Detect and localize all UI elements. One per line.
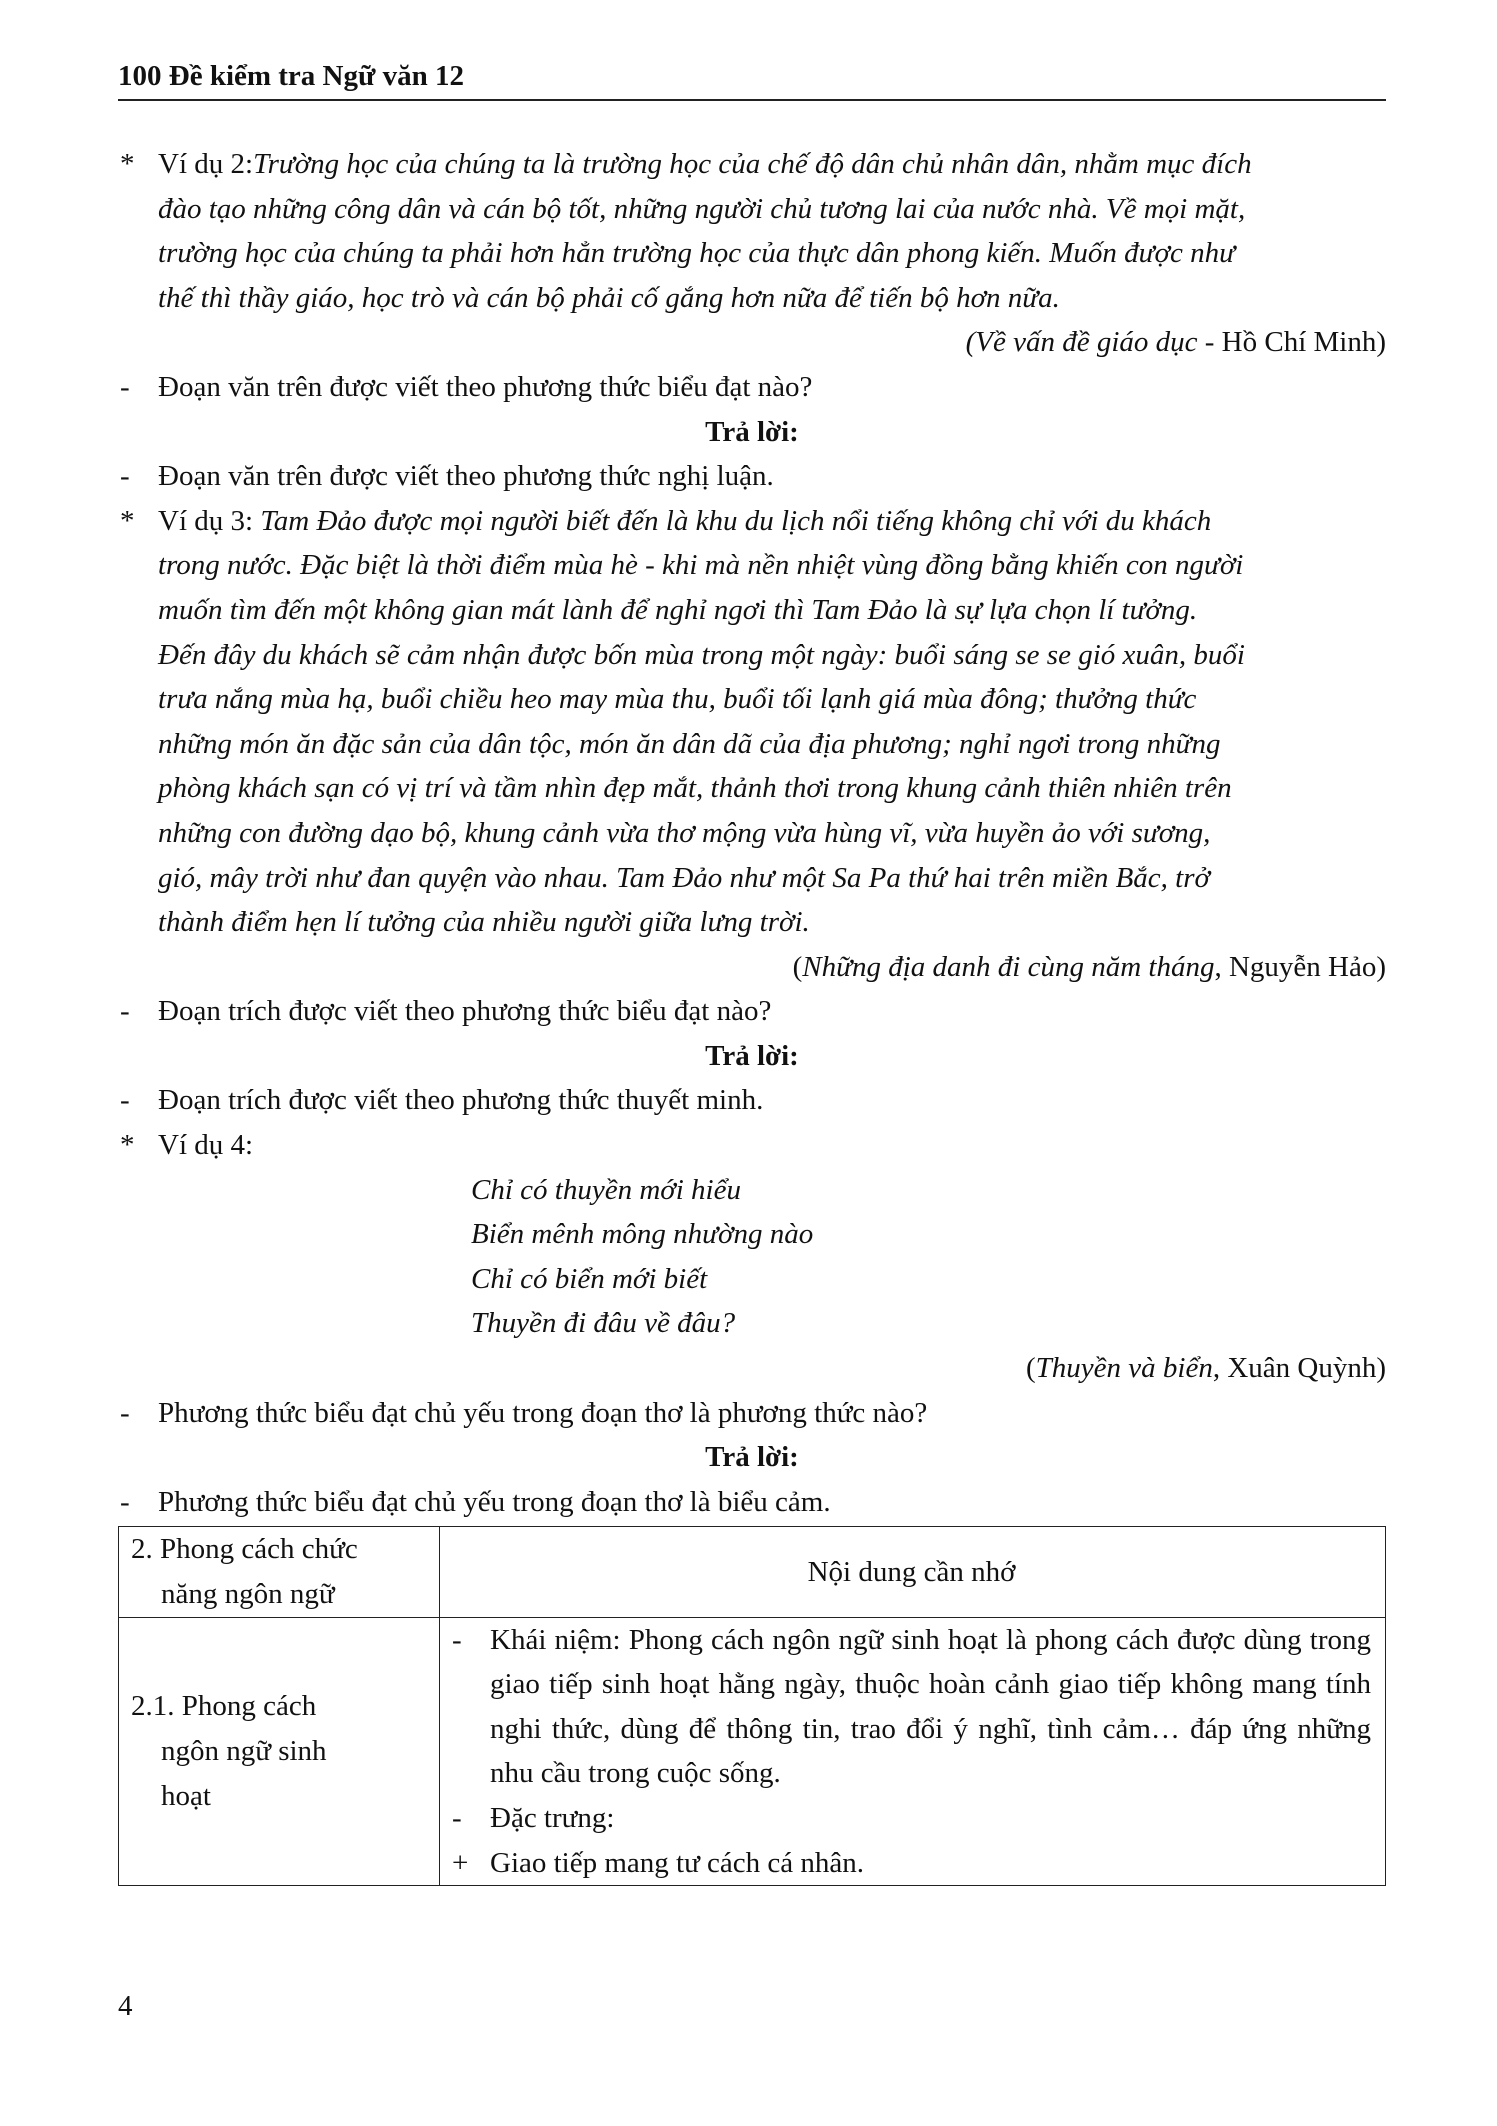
dash-marker: - [120,460,130,493]
row-label-cell [119,1617,440,1886]
dash-marker: - [120,1084,130,1117]
question-text: Đoạn trích được viết theo phương thức biểu đạt nào? [158,995,772,1028]
poem-line: Chỉ có thuyền mới hiểu [471,1173,741,1206]
example-2 [118,142,1386,320]
question-text: Đoạn văn trên được viết theo phương thức biểu đạt nào? [158,370,813,403]
plus-marker: + [452,1846,469,1879]
bullet-item [452,1841,1371,1886]
bullet-item [452,1618,1371,1796]
answer-heading: Trả lời: [705,1039,799,1072]
bullet-text: Đặc trưng: [490,1801,615,1834]
quote-text: đào tạo những công dân và cán bộ tốt, những người chủ tương lai của nước nhà. Về mọi mặt, [158,192,1246,225]
poem-line: Biển mênh mông nhường nào [471,1218,814,1251]
citation [118,1346,1386,1391]
dash-marker: - [452,1623,462,1656]
page-content [118,142,1386,1886]
bullet-text: Khái niệm: Phong cách ngôn ngữ sinh hoạt là phong cách được dùng trong giao tiếp sinh hoạt hằng ngày, thuộc hoàn cảnh giao tiếp không mang tính nghi thức, dùng để thông tin, trao đổi ý nghĩ, tình cảm… đáp ứng những nhu cầu trong cuộc sống. [490,1623,1371,1790]
citation [118,320,1386,365]
row-label-text: 2.1. Phong cách [131,1690,317,1723]
question [118,365,1386,410]
citation-title: (Về vấn đề giáo dục [965,326,1198,359]
citation-author: - Hồ Chí Minh) [1197,326,1386,359]
row-label-text: ngôn ngữ sinh [161,1735,327,1768]
row-content-cell [440,1617,1386,1886]
poem-line: Chỉ có biển mới biết [471,1262,708,1295]
dash-marker: - [120,1396,130,1429]
header-text: 2. Phong cách chức [131,1533,358,1566]
quote-text: thành điểm hẹn lí tưởng của nhiều người giữa lưng trời. [158,906,810,939]
example-label: Ví dụ 4: [158,1129,254,1162]
answer-heading: Trả lời: [705,1441,799,1474]
quote-text: Tam Đảo được mọi người biết đến là khu du lịch nổi tiếng không chỉ với du khách [260,504,1212,537]
bullet-item [452,1796,1371,1841]
citation-title: Những địa danh đi cùng năm tháng [802,950,1215,983]
quote-text: trong nước. Đặc biệt là thời điểm mùa hè - khi mà nền nhiệt vùng đồng bằng khiến con người [158,549,1244,582]
answer-text: Phương thức biểu đạt chủ yếu trong đoạn thơ là biểu cảm. [158,1485,831,1518]
citation-author: , Nguyễn Hảo) [1214,950,1386,983]
quote-text: những món ăn đặc sản của dân tộc, món ăn dân dã của địa phương; nghỉ ngơi trong những [158,727,1221,760]
poem [118,1168,1386,1346]
quote-text: muốn tìm đến một không gian mát lành để nghỉ ngơi thì Tam Đảo là sự lựa chọn lí tưởng. [158,593,1198,626]
row-label-text: hoạt [161,1779,211,1812]
poem-line: Thuyền đi đâu về đâu? [471,1307,736,1340]
running-header [118,60,1386,101]
quote-text: trường học của chúng ta phải hơn hẳn trường học của thực dân phong kiến. Muốn được như [158,237,1235,270]
quote-text: thế thì thầy giáo, học trò và cán bộ phải cố gắng hơn nữa để tiến bộ hơn nữa. [158,281,1060,314]
citation-title: Thuyền và biển [1035,1352,1213,1385]
example-2-line [158,142,1386,187]
question [118,989,1386,1034]
book-title: 100 Đề kiểm tra Ngữ văn 12 [118,60,465,92]
dash-marker: - [120,995,130,1028]
answer [118,454,1386,499]
header-text: năng ngôn ngữ [161,1578,335,1610]
header-cell-content: Nội dung cần nhớ [440,1527,1386,1617]
quote-text: Đến đây du khách sẽ cảm nhận được bốn mùa trong một ngày: buổi sáng se se gió xuân, buổi [158,638,1245,671]
answer [118,1078,1386,1123]
table-row [119,1617,1386,1886]
quote-text: gió, mây trời như đan quyện vào nhau. Tam Đảo như một Sa Pa thứ hai trên miền Bắc, trở [158,861,1210,894]
quote-text: trưa nắng mùa hạ, buổi chiều heo may mùa thu, buổi tối lạnh giá mùa đông; thưởng thức [158,683,1197,716]
answer-heading: Trả lời: [705,415,799,448]
quote-text: Trường học của chúng ta là trường học của chế độ dân chủ nhân dân, nhằm mục đích [253,148,1252,180]
citation [118,945,1386,990]
example-label: Ví dụ 2: [158,148,254,180]
page-number: 4 [118,1990,133,2022]
answer [118,1480,1386,1525]
table-header-row [119,1527,1386,1617]
style-notes-table [118,1526,1386,1886]
answer-text: Đoạn văn trên được viết theo phương thức nghị luận. [158,460,774,493]
example-label: Ví dụ 3: [158,504,261,537]
example-3-line [158,499,1386,544]
header-cell-style [119,1527,440,1617]
asterisk-marker: * [120,1129,135,1162]
example-4 [118,1123,1386,1168]
quote-text: những con đường dạo bộ, khung cảnh vừa thơ mộng vừa hùng vĩ, vừa huyền ảo với sương, [158,816,1211,849]
example-3 [118,499,1386,945]
question-text: Phương thức biểu đạt chủ yếu trong đoạn thơ là phương thức nào? [158,1396,928,1429]
citation-author: , Xuân Quỳnh) [1212,1352,1386,1385]
question [118,1391,1386,1436]
quote-text: phòng khách sạn có vị trí và tầm nhìn đẹp mắt, thảnh thơi trong khung cảnh thiên nhiên trên [158,772,1232,805]
asterisk-marker: * [120,504,135,537]
dash-marker: - [120,1485,130,1518]
answer-text: Đoạn trích được viết theo phương thức thuyết minh. [158,1084,764,1117]
dash-marker: - [120,370,130,403]
citation-paren: ( [792,950,803,983]
asterisk-marker: * [120,148,135,180]
bullet-text: Giao tiếp mang tư cách cá nhân. [490,1846,865,1879]
citation-paren: ( [1025,1352,1036,1385]
dash-marker: - [452,1801,462,1834]
